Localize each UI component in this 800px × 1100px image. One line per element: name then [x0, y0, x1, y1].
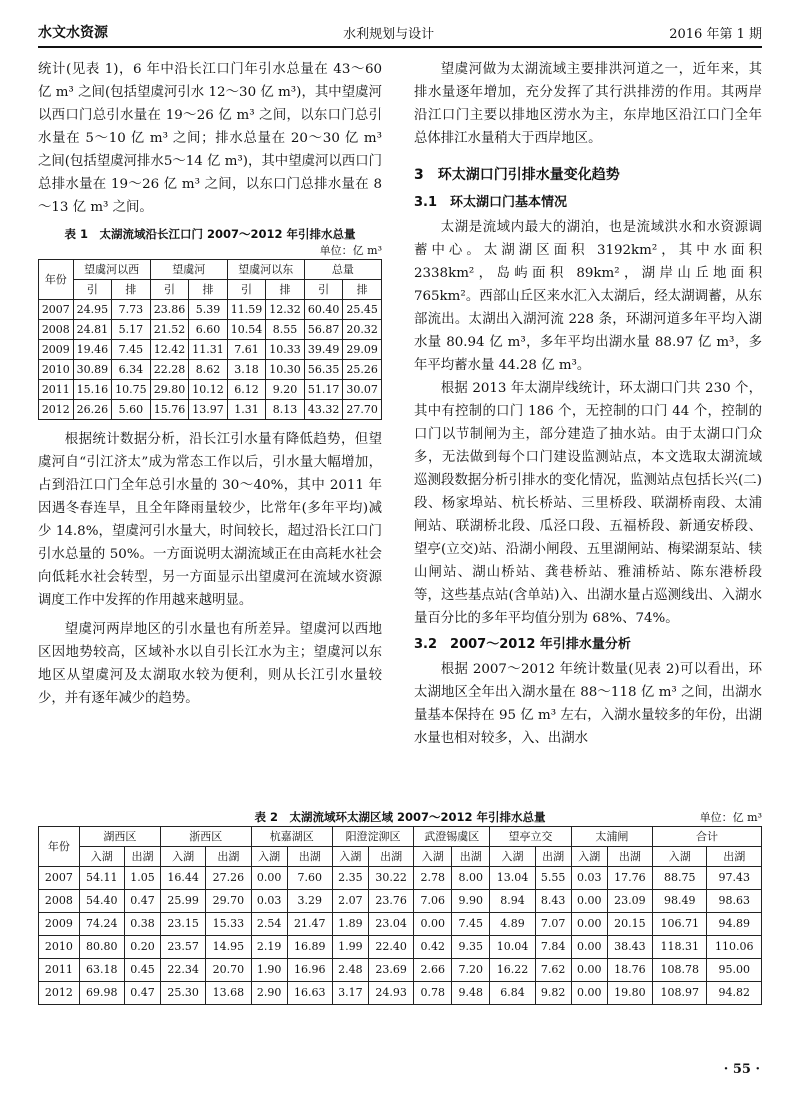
- table2-group-header: 太浦闸: [571, 827, 652, 847]
- table1-cell: 7.45: [112, 340, 151, 360]
- left-paragraph-1: 统计(见表 1)，6 年中沿长江口门年引水总量在 43～60 亿 m³ 之间(包括望虞河引水 12～30 亿 m³)，其中望虞河以西口门总引水量在 19～26 亿 m³ 之间，以东口门总引水量在 5～10 亿 m³ 之间；排水总量在 20～30 亿 m³ 之间(包括望虞河排水5～14 亿 m³)，其中望虞河以西口门总排水量在 19～26 亿 m³ 之间，以东口门总排水量在 8～13 亿 m³ 之间。: [38, 62, 382, 215]
- table2-group-header: 杭嘉湖区: [251, 827, 332, 847]
- section-3-heading: 3 环太湖口门引排水量变化趋势: [414, 167, 620, 183]
- table1-cell: 11.31: [189, 340, 228, 360]
- table2-cell: 2.66: [414, 959, 452, 982]
- table2-cell: 7.84: [535, 936, 571, 959]
- table2-year-cell: 2008: [39, 890, 80, 913]
- table1-row: [39, 360, 382, 380]
- table1-cell: 8.13: [266, 400, 305, 420]
- table2-year-cell: 2012: [39, 982, 80, 1005]
- table2-row: [39, 982, 762, 1005]
- table2-cell: 0.47: [124, 890, 160, 913]
- table2-cell: 0.00: [571, 913, 607, 936]
- table1-group-header: 总量: [304, 260, 381, 280]
- table2-cell: 98.49: [653, 890, 707, 913]
- table1-cell: 6.60: [189, 320, 228, 340]
- table2-row: [39, 959, 762, 982]
- table1-cell: 8.62: [189, 360, 228, 380]
- table2-cell: 6.84: [490, 982, 535, 1005]
- table1-subheader: 排: [189, 280, 228, 300]
- table2-cell: 0.00: [251, 867, 287, 890]
- table2-group-header: 望亭立交: [490, 827, 571, 847]
- table2-subheader: 入湖: [161, 847, 206, 867]
- table1-cell: 56.87: [304, 320, 343, 340]
- table2-cell: 17.76: [607, 867, 652, 890]
- table2-cell: 18.76: [607, 959, 652, 982]
- table2-cell: 24.93: [368, 982, 413, 1005]
- table2-cell: 2.90: [251, 982, 287, 1005]
- table2-cell: 97.43: [707, 867, 762, 890]
- table1-year-cell: 2009: [39, 340, 74, 360]
- table2-group-header: 合计: [653, 827, 762, 847]
- table1-year-cell: 2012: [39, 400, 74, 420]
- table2-cell: 7.07: [535, 913, 571, 936]
- table2-cell: 1.05: [124, 867, 160, 890]
- table2-cell: 63.18: [79, 959, 124, 982]
- table2-row: [39, 890, 762, 913]
- table2-subheader: 入湖: [490, 847, 535, 867]
- table1-cell: 24.81: [73, 320, 112, 340]
- table2-cell: 54.40: [79, 890, 124, 913]
- table1-unit: 单位：亿 m³: [319, 244, 382, 257]
- table1-cell: 24.95: [73, 300, 112, 320]
- table1-subheader: 排: [266, 280, 305, 300]
- table2-cell: 25.99: [161, 890, 206, 913]
- table2-cell: 23.15: [161, 913, 206, 936]
- table2-block: [38, 808, 762, 1005]
- table2-cell: 23.76: [368, 890, 413, 913]
- table2-cell: 80.80: [79, 936, 124, 959]
- table2-cell: 0.03: [251, 890, 287, 913]
- table2-cell: 14.95: [206, 936, 251, 959]
- table2-cell: 2.35: [332, 867, 368, 890]
- table1-cell: 30.89: [73, 360, 112, 380]
- table2-subheader: 出湖: [535, 847, 571, 867]
- table2-cell: 0.00: [414, 913, 452, 936]
- table2-cell: 23.04: [368, 913, 413, 936]
- table2-cell: 23.69: [368, 959, 413, 982]
- table1-subheader: 引: [227, 280, 266, 300]
- table1-subheader: 排: [343, 280, 382, 300]
- table2-cell: 21.47: [287, 913, 332, 936]
- table1-cell: 10.33: [266, 340, 305, 360]
- table2-cell: 0.00: [571, 959, 607, 982]
- table1-subheader: 引: [73, 280, 112, 300]
- table1-group-header: 望虞河: [150, 260, 227, 280]
- table1-cell: 15.76: [150, 400, 189, 420]
- table1-group-header: 望虞河以东: [227, 260, 304, 280]
- table2-subheader: 出湖: [287, 847, 332, 867]
- table1-cell: 60.40: [304, 300, 343, 320]
- page-header: [38, 22, 762, 48]
- journal-issue: 2016 年第 1 期: [669, 27, 762, 42]
- table2-cell: 22.40: [368, 936, 413, 959]
- table1-cell: 1.31: [227, 400, 266, 420]
- table2-cell: 1.90: [251, 959, 287, 982]
- table1-year-cell: 2008: [39, 320, 74, 340]
- table1-cell: 3.18: [227, 360, 266, 380]
- table2-cell: 29.70: [206, 890, 251, 913]
- right-paragraph-2: 太湖是流域内最大的湖泊，也是流域洪水和水资源调蓄中心。太湖湖区面积 3192km²，其中水面积 2338km²，岛屿面积 89km²，湖岸山丘地面积 765km²。西部山丘区来水汇入太湖后，经太湖调蓄，从东部流出。太湖出入湖河流 228 条，环湖河道多年平均入湖水量 80.94 亿 m³，多年平均出湖水量 88.97 亿 m³，多年平均蓄水量 44.28 亿 m³。: [414, 220, 762, 373]
- table1-cell: 56.35: [304, 360, 343, 380]
- table1-cell: 10.75: [112, 380, 151, 400]
- table2-subheader: 入湖: [251, 847, 287, 867]
- table2-cell: 69.98: [79, 982, 124, 1005]
- table2-cell: 108.78: [653, 959, 707, 982]
- table2-subheader: 出湖: [368, 847, 413, 867]
- table2-cell: 94.82: [707, 982, 762, 1005]
- table1-subheader: 排: [112, 280, 151, 300]
- table1-cell: 12.32: [266, 300, 305, 320]
- table1-cell: 8.55: [266, 320, 305, 340]
- table2-cell: 13.04: [490, 867, 535, 890]
- table1-cell: 23.86: [150, 300, 189, 320]
- table2-cell: 38.43: [607, 936, 652, 959]
- table2-cell: 9.82: [535, 982, 571, 1005]
- table2-group-header: 武澄锡虞区: [414, 827, 490, 847]
- table2-cell: 0.00: [571, 890, 607, 913]
- table1-cell: 29.09: [343, 340, 382, 360]
- table2-cell: 5.55: [535, 867, 571, 890]
- table2-cell: 0.47: [124, 982, 160, 1005]
- table1-cell: 5.60: [112, 400, 151, 420]
- table1-cell: 43.32: [304, 400, 343, 420]
- table2-cell: 0.78: [414, 982, 452, 1005]
- table2-cell: 0.03: [571, 867, 607, 890]
- right-paragraph-1: 望虞河做为太湖流域主要排洪河道之一，近年来，其排水量逐年增加，充分发挥了其行洪排涝的作用。其两岸沿江口门主要以排地区涝水为主，东岸地区沿江口门全年总体排江水量稍大于西岸地区。: [414, 62, 762, 146]
- table2-cell: 8.00: [452, 867, 490, 890]
- subsection-3-2-heading: 3.2 2007～2012 年引排水量分析: [414, 637, 631, 652]
- table2-cell: 2.48: [332, 959, 368, 982]
- table2-cell: 7.60: [287, 867, 332, 890]
- table2-cell: 7.06: [414, 890, 452, 913]
- table2-cell: 74.24: [79, 913, 124, 936]
- table2-cell: 95.00: [707, 959, 762, 982]
- table2-cell: 20.15: [607, 913, 652, 936]
- table2-year-cell: 2007: [39, 867, 80, 890]
- table2-group-header: 湖西区: [79, 827, 160, 847]
- table2-cell: 0.20: [124, 936, 160, 959]
- table1-year-cell: 2007: [39, 300, 74, 320]
- table2-cell: 16.63: [287, 982, 332, 1005]
- table2-cell: 19.80: [607, 982, 652, 1005]
- table2-cell: 7.45: [452, 913, 490, 936]
- table2-unit: 单位：亿 m³: [699, 811, 762, 824]
- right-paragraph-4: 根据 2007～2012 年统计数量(见表 2)可以看出，环太湖地区全年出入湖水量在 88～118 亿 m³ 之间，出湖水量基本保持在 95 亿 m³ 左右，入湖水量较多的年份，出湖水量也相对较多，入、出湖水: [414, 662, 762, 746]
- table2-cell: 9.35: [452, 936, 490, 959]
- table1-cell: 39.49: [304, 340, 343, 360]
- table1-cell: 27.70: [343, 400, 382, 420]
- table2-caption: 表 2 太湖流域环太湖区域 2007～2012 年引排水总量: [254, 810, 546, 824]
- table2-cell: 2.19: [251, 936, 287, 959]
- table2-cell: 118.31: [653, 936, 707, 959]
- table2-cell: 0.45: [124, 959, 160, 982]
- table1-cell: 5.39: [189, 300, 228, 320]
- table1-cell: 6.12: [227, 380, 266, 400]
- table2-subheader: 出湖: [607, 847, 652, 867]
- table2-cell: 88.75: [653, 867, 707, 890]
- table2-cell: 54.11: [79, 867, 124, 890]
- table2-subheader: 出湖: [124, 847, 160, 867]
- table2-cell: 0.00: [571, 982, 607, 1005]
- table1-row: [39, 300, 382, 320]
- table2-group-header: 阳澄淀泖区: [332, 827, 413, 847]
- left-column: [38, 58, 382, 710]
- table2-cell: 30.22: [368, 867, 413, 890]
- table1-cell: 5.17: [112, 320, 151, 340]
- table2-cell: 1.89: [332, 913, 368, 936]
- table2-subheader: 入湖: [571, 847, 607, 867]
- table2-cell: 16.22: [490, 959, 535, 982]
- table2-cell: 9.90: [452, 890, 490, 913]
- table1: [38, 259, 382, 420]
- table2-cell: 3.17: [332, 982, 368, 1005]
- table2-cell: 0.00: [571, 936, 607, 959]
- table1-cell: 10.12: [189, 380, 228, 400]
- table2-subheader: 入湖: [414, 847, 452, 867]
- table2-row: [39, 867, 762, 890]
- table2-cell: 23.57: [161, 936, 206, 959]
- table2-cell: 27.26: [206, 867, 251, 890]
- table2-cell: 110.06: [707, 936, 762, 959]
- right-column: [414, 58, 762, 750]
- table1-cell: 7.73: [112, 300, 151, 320]
- table1-cell: 25.26: [343, 360, 382, 380]
- table2-cell: 25.30: [161, 982, 206, 1005]
- table1-cell: 7.61: [227, 340, 266, 360]
- table2-cell: 94.89: [707, 913, 762, 936]
- table2-cell: 3.29: [287, 890, 332, 913]
- table1-caption: 表 1 太湖流域沿长江口门 2007～2012 年引排水总量: [64, 227, 356, 241]
- table1-cell: 29.80: [150, 380, 189, 400]
- table1-cell: 10.30: [266, 360, 305, 380]
- table2-cell: 2.78: [414, 867, 452, 890]
- table2-cell: 106.71: [653, 913, 707, 936]
- table2-cell: 98.63: [707, 890, 762, 913]
- table2-cell: 8.94: [490, 890, 535, 913]
- table1-year-header: 年份: [39, 260, 74, 300]
- table1-year-cell: 2010: [39, 360, 74, 380]
- table2-cell: 22.34: [161, 959, 206, 982]
- table1-cell: 13.97: [189, 400, 228, 420]
- journal-section: 水利规划与设计: [343, 27, 435, 42]
- table2-cell: 0.38: [124, 913, 160, 936]
- table1-cell: 19.46: [73, 340, 112, 360]
- table1-subheader: 引: [150, 280, 189, 300]
- left-paragraph-3: 望虞河两岸地区的引水量也有所差异。望虞河以西地区因地势较高，区域补水以自引长江水为主；望虞河以东地区从望虞河及太湖取水较为便利，则从长江引水量较少，并有逐年减少的趋势。: [38, 622, 382, 706]
- table1-cell: 12.42: [150, 340, 189, 360]
- journal-name: 水文水资源: [38, 25, 108, 41]
- table1-row: [39, 380, 382, 400]
- table2-subheader: 入湖: [79, 847, 124, 867]
- table2-subheader: 出湖: [452, 847, 490, 867]
- table1-cell: 30.07: [343, 380, 382, 400]
- table2-cell: 15.33: [206, 913, 251, 936]
- table2-cell: 7.20: [452, 959, 490, 982]
- page-number: · 55 ·: [723, 1062, 760, 1077]
- table1-year-cell: 2011: [39, 380, 74, 400]
- table2-cell: 2.54: [251, 913, 287, 936]
- table2-cell: 7.62: [535, 959, 571, 982]
- table2-year-header: 年份: [39, 827, 80, 867]
- table2-subheader: 出湖: [206, 847, 251, 867]
- table2-cell: 108.97: [653, 982, 707, 1005]
- table1-cell: 6.34: [112, 360, 151, 380]
- table2: [38, 826, 762, 1005]
- table2-cell: 1.99: [332, 936, 368, 959]
- table2-cell: 13.68: [206, 982, 251, 1005]
- subsection-3-1-heading: 3.1 环太湖口门基本情况: [414, 195, 568, 210]
- table2-cell: 0.42: [414, 936, 452, 959]
- table2-year-cell: 2011: [39, 959, 80, 982]
- table1-cell: 26.26: [73, 400, 112, 420]
- table2-subheader: 入湖: [332, 847, 368, 867]
- table2-cell: 10.04: [490, 936, 535, 959]
- left-paragraph-2: 根据统计数据分析，沿长江引水量有降低趋势，但望虞河自“引江济太”成为常态工作以后，引水量大幅增加，占到沿江口门全年总引水量的 30～40%，其中 2011 年因遇冬春连旱，且全年降雨量较少，比常年(多年平均)减少 14.8%，望虞河引水量大，时间较长，超过沿长江口门引水总量的 50%。一方面说明太湖流域正在由高耗水社会向低耗水社会转型，另一方面显示出望虞河在流域水资源调度工作中发挥的作用越来越明显。: [38, 432, 382, 608]
- table2-cell: 23.09: [607, 890, 652, 913]
- table1-cell: 15.16: [73, 380, 112, 400]
- table1-subheader: 引: [304, 280, 343, 300]
- table1-group-header: 望虞河以西: [73, 260, 150, 280]
- table1-cell: 22.28: [150, 360, 189, 380]
- table2-year-cell: 2010: [39, 936, 80, 959]
- table1-cell: 25.45: [343, 300, 382, 320]
- table2-cell: 16.96: [287, 959, 332, 982]
- table2-row: [39, 936, 762, 959]
- table2-subheader: 出湖: [707, 847, 762, 867]
- table2-cell: 4.89: [490, 913, 535, 936]
- table2-cell: 16.89: [287, 936, 332, 959]
- table2-group-header: 浙西区: [161, 827, 252, 847]
- table1-cell: 51.17: [304, 380, 343, 400]
- table1-row: [39, 400, 382, 420]
- table1-cell: 10.54: [227, 320, 266, 340]
- table2-cell: 16.44: [161, 867, 206, 890]
- table1-row: [39, 320, 382, 340]
- table2-cell: 20.70: [206, 959, 251, 982]
- table2-cell: 9.48: [452, 982, 490, 1005]
- table2-cell: 8.43: [535, 890, 571, 913]
- table1-cell: 21.52: [150, 320, 189, 340]
- table2-cell: 2.07: [332, 890, 368, 913]
- table1-cell: 20.32: [343, 320, 382, 340]
- table1-cell: 9.20: [266, 380, 305, 400]
- right-paragraph-3: 根据 2013 年太湖岸线统计，环太湖口门共 230 个，其中有控制的口门 186 个，无控制的口门 44 个，控制的口门以节制闸为主，部分建造了抽水站。由于太湖口门众多，无法做到每个口门建设监测站点，本文选取太湖流域巡测段数据分析引排水的变化情况，监测站点包括长兴(二)段、杨家埠站、杭长桥站、三里桥段、联湖桥南段、太浦闸站、联湖桥北段、瓜泾口段、五福桥段、新通安桥段、望亭(立交)站、沿湖小闸段、五里湖闸站、梅梁湖泵站、犊山闸站、湖山桥站、龚巷桥站、雅浦桥站、陈东港桥段等，这些基点站(含单站)入、出湖水量占巡测线出、入湖水量百分比的多年平均值分别为 68%、74%。: [414, 381, 762, 626]
- table1-cell: 11.59: [227, 300, 266, 320]
- table2-subheader: 入湖: [653, 847, 707, 867]
- table2-year-cell: 2009: [39, 913, 80, 936]
- table1-row: [39, 340, 382, 360]
- table2-row: [39, 913, 762, 936]
